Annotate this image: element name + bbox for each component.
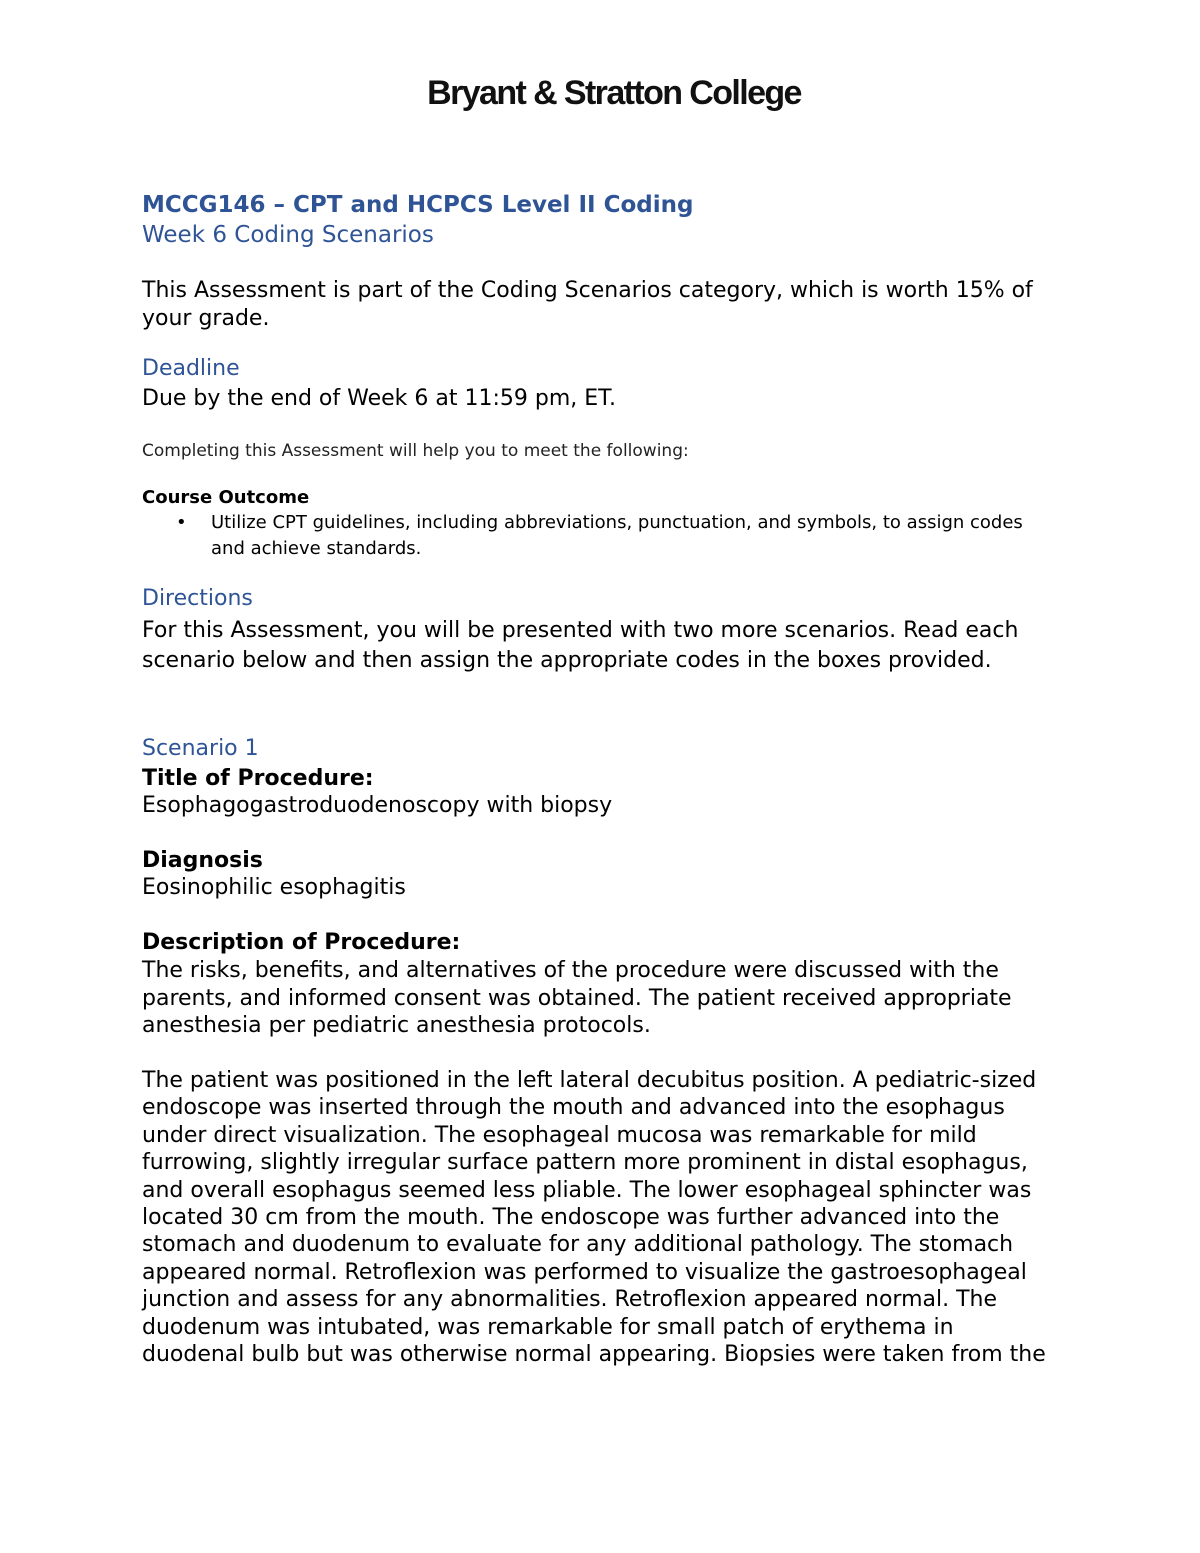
week-title: Week 6 Coding Scenarios: [142, 222, 434, 248]
course-outcome-heading: Course Outcome: [142, 487, 310, 508]
diagnosis-value: Eosinophilic esophagitis: [142, 875, 406, 900]
description-paragraph-2: The patient was positioned in the left lateral decubitus position. A pediatric-sized endoscope was inserted through the mouth and advanced into the esophagus under direct visualization. The esophageal mucosa was remarkable for mild furrowing, slightly irregular surface pattern more prominent in distal esophagus, and overall esophagus seemed less pliable. The lower esophageal sphincter was located 30 cm from the mouth. The endoscope was further advanced into the stomach and duodenum to evaluate for any additional pathology. The stomach appeared normal. Retroflexion was performed to visualize the gastroesophageal junction and assess for any abnormalities. Retroflexion appeared normal. The duodenum was intubated, was remarkable for small patch of erythema in duodenal bulb but was otherwise normal appearing. Biopsies were taken from the: [142, 1068, 1046, 1368]
course-outcome-text: Utilize CPT guidelines, including abbreviations, punctuation, and symbols, to assign codes and achieve standards.: [211, 512, 1023, 559]
document-page: [142, 0, 1062, 1553]
directions-text: For this Assessment, you will be presented with two more scenarios. Read each scenario below and then assign the appropriate codes in the boxes provided.: [142, 618, 1019, 673]
bullet-icon: •: [176, 512, 187, 533]
directions-heading: Directions: [142, 586, 253, 611]
scenario-1-heading: Scenario 1: [142, 736, 259, 761]
description-label: Description of Procedure:: [142, 930, 461, 955]
intro-text: This Assessment is part of the Coding Scenarios category, which is worth 15% of your grade.: [142, 278, 1033, 331]
diagnosis-label: Diagnosis: [142, 848, 263, 873]
list-item: [176, 510, 1062, 562]
college-logo: Bryant & Stratton College: [427, 74, 801, 112]
course-outcome-list: [142, 510, 1062, 562]
description-paragraph-1: The risks, benefits, and alternatives of the procedure were discussed with the parents, and informed consent was obtained. The patient received appropriate anesthesia per pediatric anesthesia protocols.: [142, 958, 1012, 1038]
procedure-title-label: Title of Procedure:: [142, 766, 374, 791]
course-title: MCCG146 – CPT and HCPCS Level II Coding: [142, 192, 694, 218]
deadline-heading: Deadline: [142, 356, 240, 381]
procedure-title-value: Esophagogastroduodenoscopy with biopsy: [142, 793, 613, 818]
deadline-text: Due by the end of Week 6 at 11:59 pm, ET.: [142, 386, 616, 411]
helps-text: Completing this Assessment will help you to meet the following:: [142, 441, 689, 461]
